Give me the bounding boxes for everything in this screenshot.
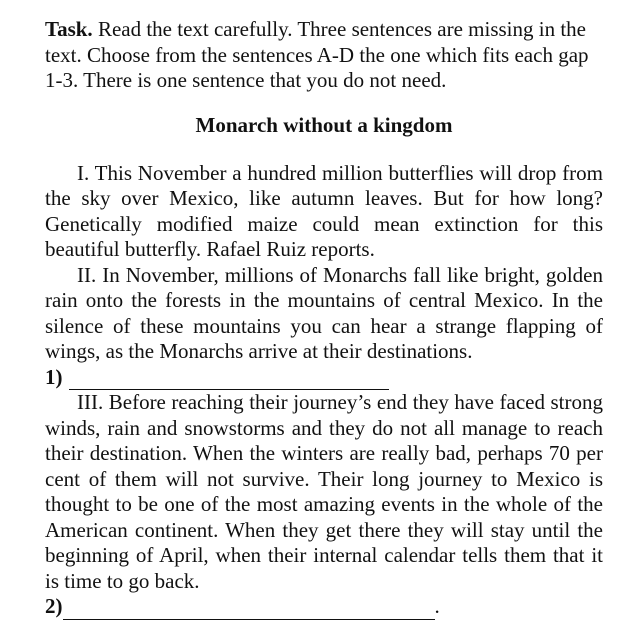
paragraph-2: II. In November, millions of Monarchs fall like bright, golden rain onto the forests in the mountains of central Mexico. In the silence of these mountains you can hear a strange flapping of wings, as the Monarchs arrive at their destinations. xyxy=(45,262,603,363)
gap-1 xyxy=(45,365,603,391)
task-text: Read the text carefully. Three sentences are missing in the text. Choose from the sentences A-D the one which fits each gap 1-3. There is one sentence that you do not need. xyxy=(45,17,589,92)
paragraph-3: III. Before reaching their journey’s end they have faced strong winds, rain and snowstorms and they do not all manage to reach their destination. When the winters are really bad, perhaps 70 per cent of them will not survive. Their long journey to Mexico is thought to be one of the most amazing events in the whole of the American continent. When they get there they will stay until the beginning of April, when their internal calendar tells them that it is time to go back. xyxy=(45,390,603,593)
gap-2-label: 2) xyxy=(45,594,63,618)
task-instructions xyxy=(45,17,603,94)
gap-1-blank-line xyxy=(69,371,389,390)
gap-1-label: 1) xyxy=(45,364,63,389)
paragraph-1: I. This November a hundred million butterflies will drop from the sky over Mexico, like autumn leaves. But for how long? Genetically modified maize could mean extinction for this beautiful butterfly. Rafael Ruiz reports. xyxy=(45,160,603,261)
article-title: Monarch without a kingdom xyxy=(195,112,453,137)
document-page xyxy=(45,17,603,620)
gap-2 xyxy=(45,594,603,620)
task-label: Task. xyxy=(45,17,93,41)
gap-2-blank-line xyxy=(63,601,435,620)
gap-2-period: . xyxy=(434,594,440,618)
